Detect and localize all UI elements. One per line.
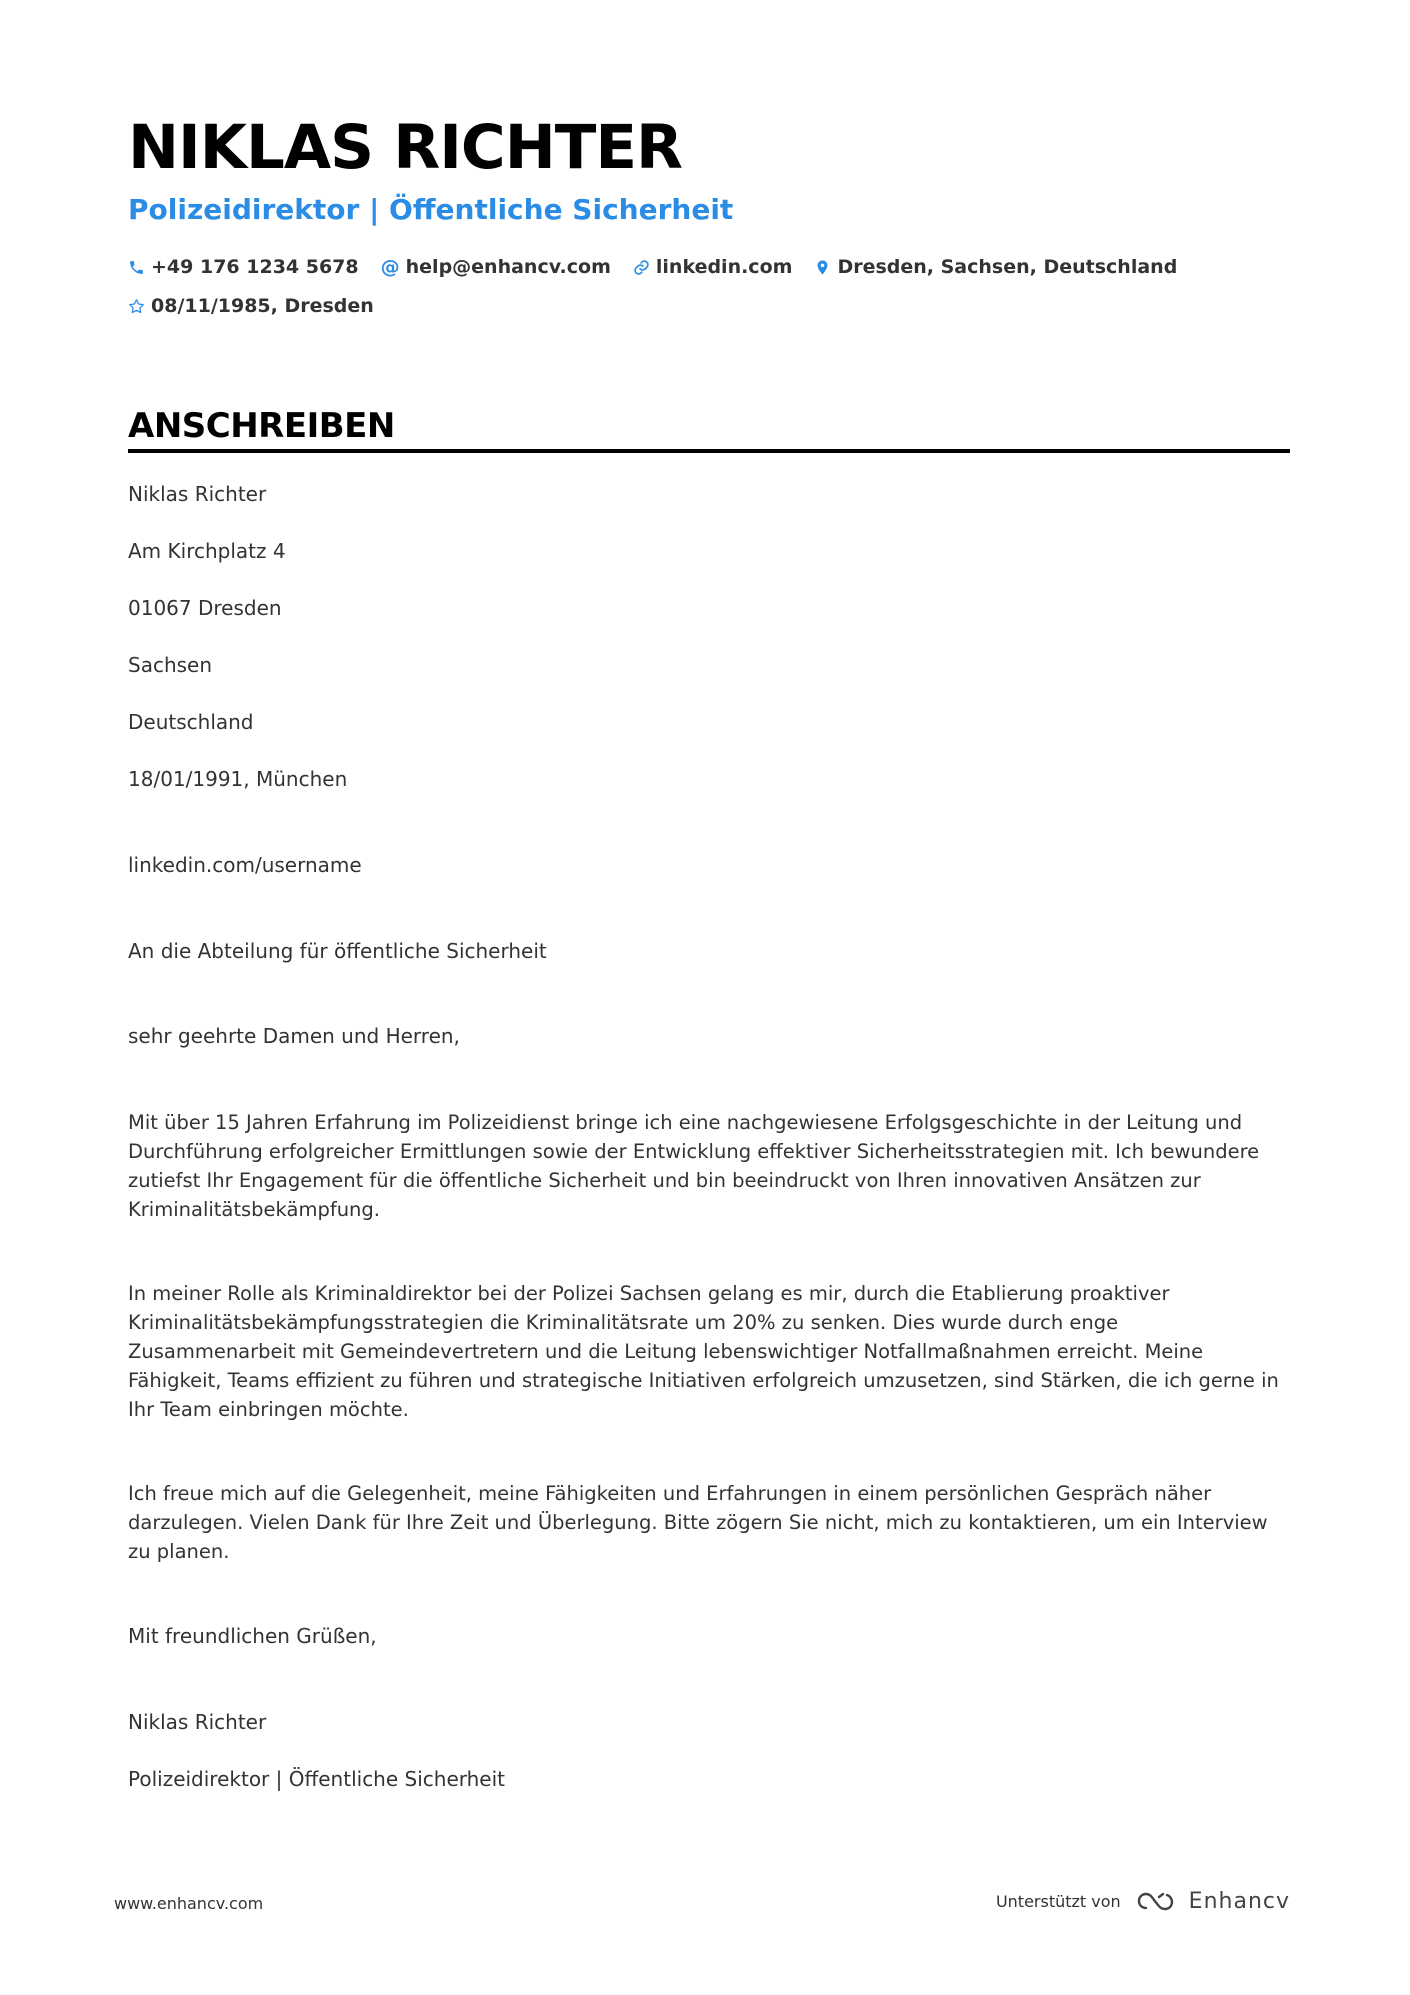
sender-name: Niklas Richter [128,482,267,506]
powered-by-label: Unterstützt von [995,1891,1121,1911]
sender-city: 01067 Dresden [128,596,282,620]
signature-name: Niklas Richter [128,1710,267,1734]
contact-phone[interactable] [128,254,359,280]
location-value: Dresden, Sachsen, Deutschland [837,256,1178,278]
contact-row-2 [128,293,396,319]
section-title: ANSCHREIBEN [128,406,395,446]
contact-email[interactable] [381,254,611,280]
phone-icon [128,259,145,276]
contact-row [128,254,1199,280]
enhancv-logo-icon [1133,1888,1179,1914]
profile-link[interactable]: linkedin.com/username [128,853,362,877]
linkedin-value: linkedin.com [655,256,793,278]
recipient: An die Abteilung für öffentliche Sicherheit [128,939,547,963]
paragraph-3: Ich freue mich auf die Gelegenheit, meine Fähigkeiten und Erfahrungen in einem persönlichen Gespräch näher darzulegen. Vielen Dank für Ihre Zeit und Überlegung. Bitte zögern Sie nicht, mich zu kontaktieren, um ein Interview zu planen. [128,1482,1268,1563]
footer-website[interactable]: www.enhancv.com [114,1894,264,1913]
paragraph-1: Mit über 15 Jahren Erfahrung im Polizeidienst bringe ich eine nachgewiesene Erfolgsgeschichte in der Leitung und Durchführung erfolgreicher Ermittlungen sowie der Entwicklung effektiver Sicherheitsstrategien mit. Ich bewundere zutiefst Ihr Engagement für die öffentliche Sicherheit und bin beeindruckt von Ihren innovativen Ansätzen zur Kriminalitätsbekämpfung. [128,1111,1260,1221]
link-icon [633,259,650,276]
sender-country: Deutschland [128,710,254,734]
salutation: sehr geehrte Damen und Herren, [128,1024,460,1048]
closing: Mit freundlichen Grüßen, [128,1624,377,1648]
star-icon [128,298,145,315]
applicant-title: Polizeidirektor | Öffentliche Sicherheit [128,193,734,226]
phone-value: +49 176 1234 5678 [151,256,359,278]
brand-name: Enhancv [1188,1888,1290,1914]
contact-location [814,254,1177,280]
footer-branding [996,1888,1290,1914]
sender-street: Am Kirchplatz 4 [128,539,286,563]
contact-linkedin[interactable] [633,254,793,280]
section-divider [128,449,1290,453]
applicant-name: NIKLAS RICHTER [128,112,683,183]
sender-state: Sachsen [128,653,213,677]
enhancv-logo[interactable] [1133,1888,1290,1914]
letter-date-place: 18/01/1991, München [128,767,348,791]
contact-birth [128,293,374,319]
birth-value: 08/11/1985, Dresden [151,295,374,317]
location-pin-icon [814,259,831,276]
at-icon: @ [380,256,400,278]
signature-title: Polizeidirektor | Öffentliche Sicherheit [128,1767,506,1791]
email-value: help@enhancv.com [405,256,611,278]
paragraph-2: In meiner Rolle als Kriminaldirektor bei der Polizei Sachsen gelang es mir, durch die Etablierung proaktiver Kriminalitätsbekämpfungsstrategien die Kriminalitätsrate um 20% zu senken. Dies wurde durch enge Zusammenarbeit mit Gemeindevertretern und die Leitung lebenswichtiger Notfallmaßnahmen erreicht. Meine Fähigkeit, Teams effizient zu führen und strategische Initiativen erfolgreich umzusetzen, sind Stärken, die ich gerne in Ihr Team einbringen möchte. [128,1282,1279,1421]
